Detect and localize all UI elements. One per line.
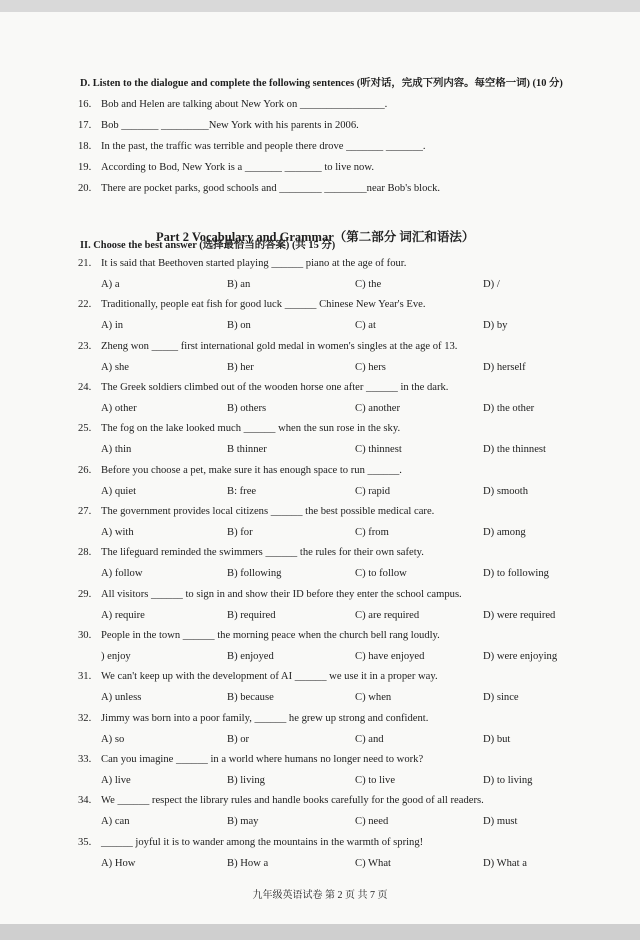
question-number: 25. bbox=[78, 423, 92, 435]
answer-option: B) or bbox=[227, 733, 250, 745]
answer-option: C) to live bbox=[355, 774, 396, 786]
question-number: 24. bbox=[78, 381, 92, 393]
question-number: 20. bbox=[78, 183, 92, 194]
answer-option: C) rapid bbox=[355, 485, 391, 497]
answer-option: A) a bbox=[101, 279, 120, 290]
answer-option: C) the bbox=[355, 279, 382, 290]
answer-option: C) from bbox=[355, 526, 389, 538]
question-number: 29. bbox=[78, 588, 92, 600]
answer-option: A) so bbox=[101, 733, 125, 745]
question-number: 34. bbox=[78, 795, 92, 807]
answer-option: C) hers bbox=[355, 361, 386, 373]
answer-option: A) live bbox=[101, 774, 131, 786]
question-number: 22. bbox=[78, 299, 92, 311]
answer-option: B) for bbox=[227, 526, 253, 538]
answer-option: B) an bbox=[227, 279, 251, 290]
answer-option: D) were enjoying bbox=[483, 650, 558, 662]
answer-option: A) with bbox=[101, 526, 134, 538]
question-text: The government provides local citizens ______ the best possible medical care. bbox=[101, 505, 435, 517]
answer-option: C) need bbox=[355, 816, 389, 828]
question-number: 21. bbox=[78, 258, 92, 269]
question-number: 35. bbox=[78, 836, 92, 848]
question-text: People in the town ______ the morning peace when the church bell rang loudly. bbox=[101, 629, 440, 641]
answer-option: A) follow bbox=[101, 568, 143, 580]
answer-option: A) other bbox=[101, 402, 137, 414]
question-number: 30. bbox=[78, 629, 92, 641]
answer-option: D) since bbox=[483, 692, 519, 704]
part2-title: Part 2 Vocabulary and Grammar（第二部分 词汇和语法） bbox=[156, 230, 475, 244]
answer-option: D) / bbox=[483, 279, 500, 290]
question-number: 27. bbox=[78, 505, 92, 517]
answer-option: D) What a bbox=[483, 857, 527, 869]
answer-option: D) were required bbox=[483, 609, 556, 621]
question-number: 32. bbox=[78, 712, 92, 724]
question-text: We ______ respect the library rules and handle books carefully for the good of all readers. bbox=[101, 795, 484, 807]
question-text: Jimmy was born into a poor family, ______ he grew up strong and confident. bbox=[101, 712, 429, 724]
question-text: There are pocket parks, good schools and ________ ________near Bob's block. bbox=[101, 183, 441, 194]
question-text: Zheng won _____ first international gold medal in women's singles at the age of 13. bbox=[101, 340, 458, 352]
answer-option: C) another bbox=[355, 402, 401, 414]
answer-option: A) in bbox=[101, 320, 124, 332]
question-number: 33. bbox=[78, 753, 92, 765]
answer-option: A) can bbox=[101, 816, 130, 828]
answer-option: B) living bbox=[227, 774, 265, 786]
question-number: 18. bbox=[78, 141, 92, 152]
question-number: 19. bbox=[78, 162, 92, 173]
question-number: 16. bbox=[78, 99, 92, 110]
answer-option: D) smooth bbox=[483, 485, 529, 497]
question-text: ______ joyful it is to wander among the mountains in the warmth of spring! bbox=[101, 836, 424, 848]
question-text: Bob _______ _________New York with his parents in 2006. bbox=[101, 120, 359, 131]
answer-option: B: free bbox=[227, 485, 257, 497]
answer-option: D) to following bbox=[483, 568, 549, 580]
section-ii-heading: II. Choose the best answer (选择最恰当的答案) (共 15 分) bbox=[80, 240, 336, 251]
question-text: The fog on the lake looked much ______ when the sun rose in the sky. bbox=[101, 423, 401, 435]
question-number: 23. bbox=[78, 340, 92, 352]
question-text: We can't keep up with the development of AI ______ we use it in a proper way. bbox=[101, 671, 438, 683]
question-text: Can you imagine ______ in a world where humans no longer need to work? bbox=[101, 753, 424, 765]
page-footer: 九年级英语试卷 第 2 页 共 7 页 bbox=[252, 890, 388, 901]
answer-option: A) she bbox=[101, 361, 129, 373]
answer-option: C) to follow bbox=[355, 568, 407, 580]
answer-option: D) but bbox=[483, 733, 511, 745]
answer-option: C) thinnest bbox=[355, 444, 402, 456]
answer-option: D) the thinnest bbox=[483, 444, 546, 456]
answer-option: C) are required bbox=[355, 609, 420, 621]
answer-option: B) on bbox=[227, 320, 251, 332]
question-text: The lifeguard reminded the swimmers ______ the rules for their own safety. bbox=[101, 547, 424, 559]
answer-option: B) others bbox=[227, 402, 267, 414]
answer-option: C) What bbox=[355, 857, 391, 869]
answer-option: A) quiet bbox=[101, 485, 137, 497]
answer-option: ) enjoy bbox=[101, 650, 131, 662]
answer-option: B) may bbox=[227, 816, 259, 828]
answer-option: D) to living bbox=[483, 774, 533, 786]
answer-option: D) must bbox=[483, 816, 518, 828]
answer-option: C) at bbox=[355, 320, 376, 332]
question-number: 28. bbox=[78, 547, 92, 559]
answer-option: B) How a bbox=[227, 857, 269, 869]
question-text: All visitors ______ to sign in and show their ID before they enter the school campus. bbox=[101, 588, 462, 600]
question-number: 31. bbox=[78, 671, 92, 683]
section-d-heading: D. Listen to the dialogue and complete the following sentences (听对话，完成下列内容。每空格一词) (10 分) bbox=[80, 78, 563, 89]
answer-option: B) following bbox=[227, 568, 282, 580]
answer-option: B) because bbox=[227, 692, 274, 704]
answer-option: B) her bbox=[227, 361, 254, 373]
question-text: It is said that Beethoven started playing ______ piano at the age of four. bbox=[101, 258, 407, 269]
question-text: Bob and Helen are talking about New York on ________________. bbox=[101, 99, 388, 110]
answer-option: C) have enjoyed bbox=[355, 650, 425, 662]
answer-option: D) by bbox=[483, 320, 508, 332]
answer-option: B) required bbox=[227, 609, 276, 621]
answer-option: C) when bbox=[355, 692, 392, 704]
page-bottom-edge bbox=[0, 924, 640, 940]
answer-option: A) thin bbox=[101, 444, 132, 456]
answer-option: A) require bbox=[101, 609, 145, 621]
answer-option: B) enjoyed bbox=[227, 650, 274, 662]
exam-page bbox=[0, 12, 640, 924]
answer-option: C) and bbox=[355, 733, 384, 745]
question-text: According to Bod, New York is a _______ _______ to live now. bbox=[101, 162, 374, 173]
answer-option: D) the other bbox=[483, 402, 535, 414]
answer-option: D) among bbox=[483, 526, 526, 538]
answer-option: B thinner bbox=[227, 444, 267, 456]
question-text: Traditionally, people eat fish for good luck ______ Chinese New Year's Eve. bbox=[101, 299, 426, 311]
question-number: 17. bbox=[78, 120, 92, 131]
question-text: Before you choose a pet, make sure it has enough space to run ______. bbox=[101, 464, 402, 476]
question-text: The Greek soldiers climbed out of the wooden horse one after ______ in the dark. bbox=[101, 381, 449, 393]
question-number: 26. bbox=[78, 464, 92, 476]
answer-option: A) How bbox=[101, 857, 136, 869]
question-text: In the past, the traffic was terrible and people there drove _______ _______. bbox=[101, 141, 426, 152]
answer-option: A) unless bbox=[101, 692, 142, 704]
answer-option: D) herself bbox=[483, 361, 526, 373]
